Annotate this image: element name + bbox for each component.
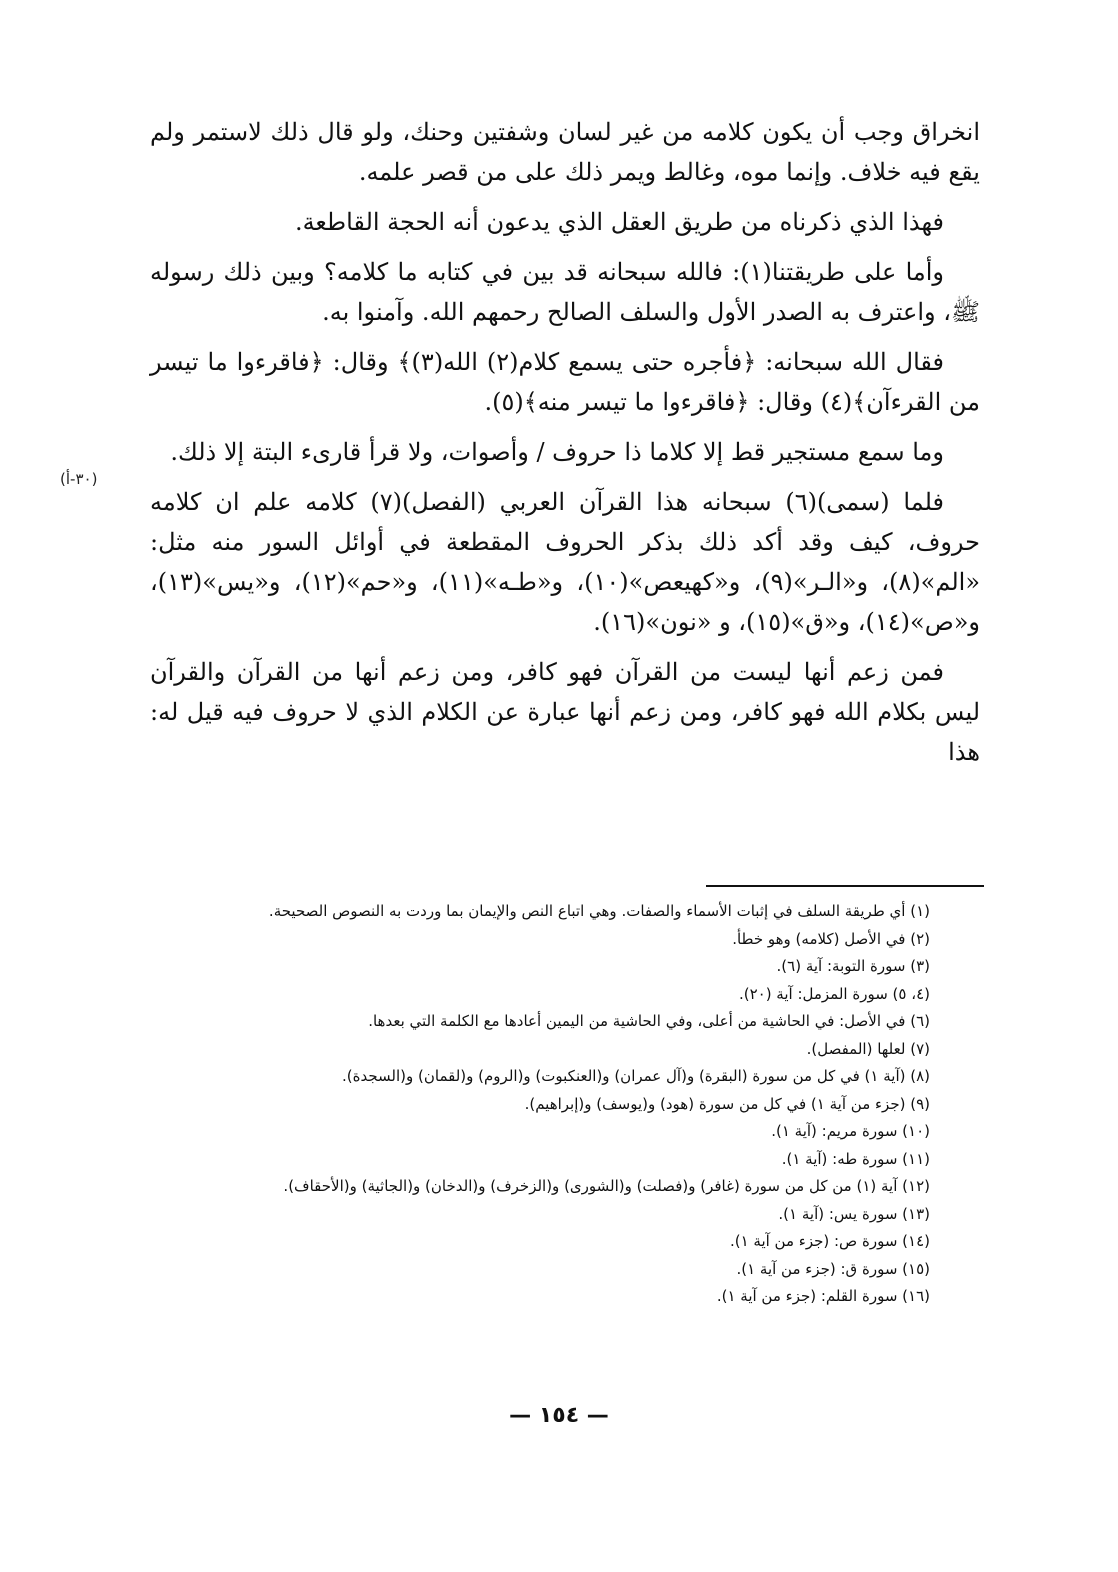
footnote: (٩) (جزء من آية ١) في كل من سورة (هود) و(يوسف) و(إبراهيم). <box>524 1094 930 1113</box>
footnote: (١) أي طريقة السلف في إثبات الأسماء والصفات. وهي اتباع النص والإيمان بما وردت به النصوص الصحيحة. <box>268 902 930 920</box>
page-number: — ١٥٤ — <box>509 1403 609 1428</box>
footnote: (١٢) آية (١) من كل من سورة (غافر) و(فصلت) و(الشورى) و(الزخرف) و(الدخان) و(الجاثية) و(الأحقاف). <box>283 1177 930 1195</box>
paragraph: فهذا الذي ذكرناه من طريق العقل الذي يدعون أنه الحجة القاطعة. <box>294 208 944 236</box>
footnote: (١٦) سورة القلم: (جزء من آية ١). <box>716 1287 930 1305</box>
footnote: (٣) سورة التوبة: آية (٦). <box>776 957 930 975</box>
footnote: (١١) سورة طه: (آية ١). <box>781 1149 930 1168</box>
footnotes <box>150 898 930 1311</box>
footnote: (٦) في الأصل: في الحاشية من أعلى، وفي الحاشية من اليمين أعادها مع الكلمة التي بعدها. <box>368 1012 930 1030</box>
paragraph: فقال الله سبحانه: ﴿فأجره حتى يسمع كلام(٢) الله(٣)﴾ وقال: ﴿فاقرءوا ما تيسر من القرءآن﴾(٤) وقال: ﴿فاقرءوا ما تيسر منه﴾(٥). <box>150 348 980 416</box>
manuscript-folio-note: (٣٠-أ) <box>60 470 98 488</box>
footnote: (١٠) سورة مريم: (آية ١). <box>771 1122 930 1140</box>
paragraph: وما سمع مستجير قط إلا كلاما ذا حروف / وأصوات، ولا قرأ قارىء البتة إلا ذلك. <box>170 438 944 466</box>
footnote: (١٣) سورة يس: (آية ١). <box>778 1204 930 1223</box>
footnote: (٨) (آية ١) في كل من سورة (البقرة) و(آل عمران) و(العنكبوت) و(الروم) و(لقمان) و(السجدة). <box>342 1067 930 1085</box>
footnote: (٢) في الأصل (كلامه) وهو خطأ. <box>732 929 930 948</box>
footnote-divider <box>706 885 984 887</box>
footnote: (٧) لعلها (المفصل). <box>806 1039 930 1058</box>
paragraph: انخراق وجب أن يكون كلامه من غير لسان وشفتين وحنك، ولو قال ذلك لاستمر ولم يقع فيه خلاف. وإنما موه، وغالط ويمر ذلك على من قصر علمه. <box>150 118 980 186</box>
main-text <box>150 112 980 782</box>
footnote: (١٤) سورة ص: (جزء من آية ١). <box>729 1232 930 1250</box>
paragraph: وأما على طريقتنا(١): فالله سبحانه قد بين في كتابه ما كلامه؟ وبين ذلك رسوله ﷺ، واعترف به الصدر الأول والسلف الصالح رحمهم الله. وآمنوا به. <box>150 258 980 326</box>
paragraph: فمن زعم أنها ليست من القرآن فهو كافر، ومن زعم أنها من القرآن والقرآن ليس بكلام الله فهو كافر، ومن زعم أنها عبارة عن الكلام الذي لا حروف فيه قيل له: هذا <box>150 658 980 766</box>
footnote: (٤، ٥) سورة المزمل: آية (٢٠). <box>738 984 930 1003</box>
footnote: (١٥) سورة ق: (جزء من آية ١). <box>736 1259 930 1278</box>
paragraph: فلما (سمى)(٦) سبحانه هذا القرآن العربي (الفصل)(٧) كلامه علم ان كلامه حروف، كيف وقد أكد ذلك بذكر الحروف المقطعة في أوائل السور منه مثل: «الم»(٨)، و«الـر»(٩)، و«كهيعص»(١٠)، و«طـه»(١١)، و«حم»(١٢)، و«يس»(١٣)، و«ص»(١٤)، و«ق»(١٥)، و «نون»(١٦). <box>150 488 980 636</box>
